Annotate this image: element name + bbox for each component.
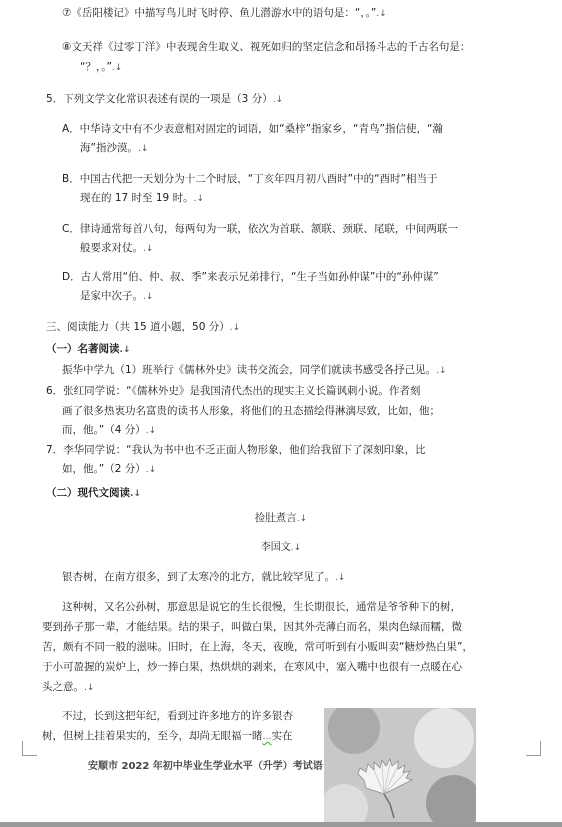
article-paragraph-3-line-2: 树，但树上挂着果实的，至今，却尚无眼福一睹…实在 [42,730,293,742]
margin-corner-left [22,741,37,756]
option-b: B．中国古代把一天划分为十二个时辰，“丁亥年四月初八酉时”中的“酉时”相当于 [62,173,438,185]
article-paragraph-3: 不过，长到这把年纪，看到过许多地方的许多银杏 [62,710,293,722]
article-paragraph-2-line-3: 苦，颇有不同一般的滋味。旧时，在上海，冬天，夜晚，常可听到有小贩叫卖“糖炒热白果”， [42,641,473,653]
question-6-end: 而，他。”（4 分）.↓ [62,424,157,436]
ginkgo-leaf-photo [324,708,476,826]
article-paragraph-2: 这种树，又名公孙树，那意思是说它的生长很慢，生长期很长，通常是爷爷种下的树， [62,601,461,613]
question-6-cont: 画了很多热衷功名富贵的读书人形象，将他们的丑态描绘得淋漓尽致，比如，他； [62,405,440,417]
subsection-modern-heading: （二）现代文阅读.↓ [46,487,141,499]
subsection-classics-heading: （一）名著阅读.↓ [46,343,131,355]
question-7: 7．李华同学说：“我认为书中也不乏正面人物形象，他们给我留下了深刻印象，比 [46,444,426,456]
fill-blank-7: ⑦《岳阳楼记》中描写鸟儿时飞时停、鱼儿潜游水中的语句是：“，。”.↓ [62,7,387,19]
article-paragraph-1: 银杏树，在南方很多，到了太寒冷的北方，就比较罕见了。.↓ [62,571,346,583]
article-title: 捡肚煮言.↓ [254,512,308,524]
option-a: A．中华诗文中有不少表意相对固定的词语，如“桑梓”指家乡，“青鸟”指信使，“瀚 [62,123,443,135]
reading-intro: 振华中学九（1）班举行《儒林外史》读书交流会，同学们就读书感受各抒己见。.↓ [62,364,447,376]
option-b-cont: 现在的 17 时至 19 时。.↓ [80,192,204,204]
article-paragraph-2-line-2: 要到孙子那一辈，才能结果。结的果子，叫做白果，因其外壳薄白而名，果肉色绿而糯，微 [42,621,462,633]
margin-corner-right [526,741,541,756]
page-footer: 安顺市 2022 年初中毕业生学业水平（升学）考试语 [88,761,323,772]
option-d: D．古人常用“伯、仲、叔、季”来表示兄弟排行，“生子当如孙仲谋”中的“孙仲谋” [62,271,439,283]
fill-blank-8: ⑧文天祥《过零丁洋》中表现舍生取义、视死如归的坚定信念和昂扬斗志的千古名句是： [62,41,471,53]
question-7-cont: 如，他。”（2 分）.↓ [62,463,157,475]
option-a-cont: 海”指沙漠。.↓ [80,142,149,154]
section-3-heading: 三、阅读能力（共 15 道小题，50 分）.↓ [46,321,241,333]
option-d-cont: 是家中次子。.↓ [80,290,154,302]
article-paragraph-2-line-4: 于小可盈握的炭炉上，炒一捧白果，热烘烘的剥来，在寒风中，塞入嘴中也很有一点暖在心 [42,661,462,673]
fill-blank-8-cont: “？，。”.↓ [80,61,123,73]
question-6: 6．张红同学说：“《儒林外史》是我国清代杰出的现实主义长篇讽刺小说。作者刻 [46,385,421,397]
option-c-cont: 般要求对仗。.↓ [80,242,154,254]
article-paragraph-2-line-5: 头之意。.↓ [42,681,95,693]
option-c: C．律诗通常每首八句，每两句为一联，依次为首联、颔联、颈联、尾联，中间两联一 [62,223,458,235]
question-5: 5．下列文学文化常识表述有误的一项是（3 分）.↓ [46,93,284,105]
page-bottom-border [0,822,562,827]
article-author: 李国文.↓ [260,542,302,553]
